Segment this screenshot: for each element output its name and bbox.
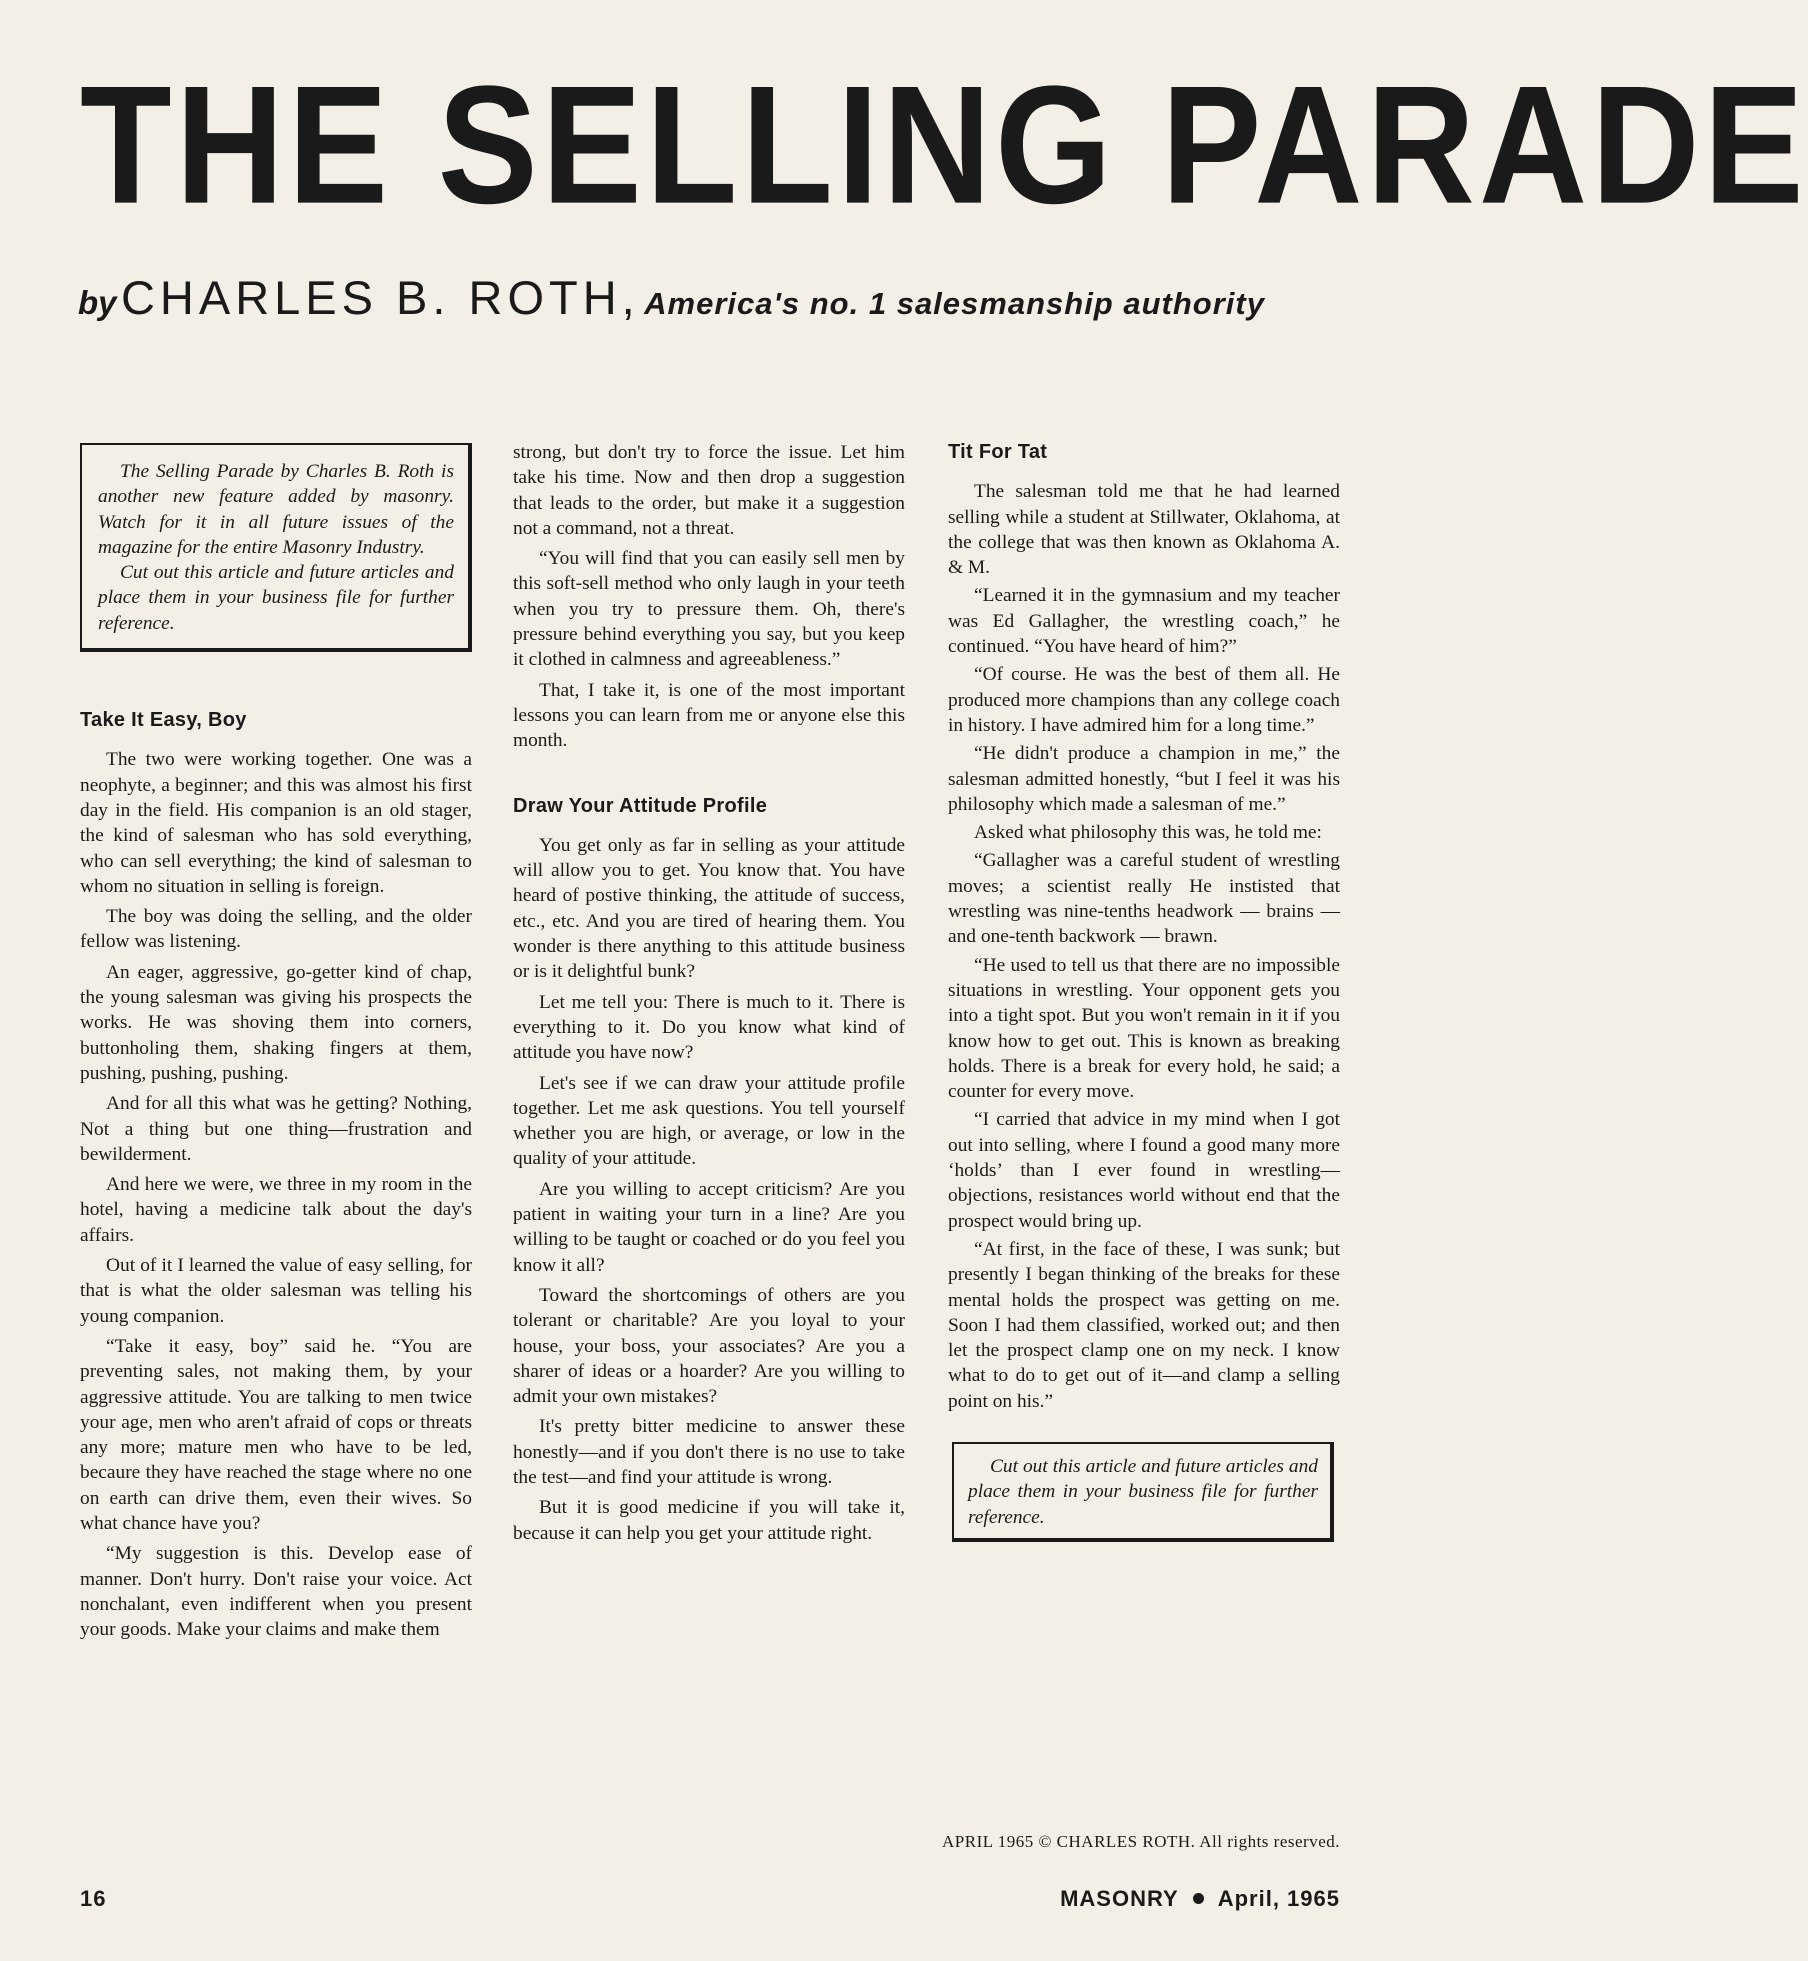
paragraph: And here we were, we three in my room in the hotel, having a medicine talk about the day's affairs.: [80, 1174, 472, 1246]
paragraph: “I carried that advice in my mind when I got out into selling, where I found a good many more ‘holds’ than I ever found in wrestling—objections, resistances world without end that the prospect would bring up.: [948, 1109, 1340, 1232]
byline-by: by: [78, 284, 117, 321]
paragraph: “My suggestion is this. Develop ease of manner. Don't hurry. Don't raise your voice. Act nonchalant, even indifferent when you present your goods. Make your claims and make them: [80, 1543, 472, 1641]
section-heading: Tit For Tat: [948, 441, 1048, 463]
intro-box-text: The Selling Parade by Charles B. Roth is another new feature added by masonry. Watch for it in all future issues of the magazine for the entire Masonry Industry.: [98, 461, 454, 558]
paragraph: Let me tell you: There is much to it. There is everything to it. Do you know what kind of attitude you have now?: [513, 991, 905, 1064]
paragraph: Toward the shortcomings of others are you tolerant or charitable? Are you loyal to your house, your boss, your associates? Are you a sharer of ideas or a hoarder? Are you willing to admit your own mistakes?: [513, 1284, 905, 1408]
paragraph: An eager, aggressive, go-getter kind of chap, the young salesman was giving his prospects the works. He was shoving them into corners, buttonholing them, shaking fingers at them, pushing, pushing, pushing.: [80, 961, 472, 1084]
paragraph: “He used to tell us that there are no impossible situations in wrestling. Your opponent gets you into a tight spot. But you won't remain in it if you know how to get out. This is known as breaking holds. There is a break for every hold, he said; a counter for every move.: [948, 954, 1340, 1103]
clip-note-box: [952, 1442, 1334, 1542]
paragraph: Out of it I learned the value of easy selling, for that is what the older salesman was telling his young companion.: [80, 1255, 472, 1327]
column-3: [948, 440, 1340, 1542]
paragraph: “He didn't produce a champion in me,” the salesman admitted honestly, “but I feel it was his philosophy which made a salesman of me.”: [948, 743, 1340, 815]
section-heading: Draw Your Attitude Profile: [513, 794, 768, 817]
paragraph: The boy was doing the selling, and the older fellow was listening.: [80, 906, 472, 953]
paragraph: And for all this what was he getting? Nothing, Not a thing but one thing—frustration and bewilderment.: [80, 1093, 472, 1165]
column-2: [513, 440, 905, 1551]
paragraph: “Take it easy, boy” said he. “You are preventing sales, not making them, by your aggressive attitude. You are talking to men twice your age, men who aren't afraid of cops or threats any more; mature men who have to be led, becaure they have reached the stage where no one on earth can drive them, even their wives. So what chance have you?: [80, 1335, 472, 1534]
paragraph: “At first, in the face of these, I was sunk; but presently I began thinking of the breaks for these mental holds the prospect was getting on me. Soon I had them classified, worked out; and then let the prospect clamp one on my neck. I know what to do to get out of it—and clamp a selling point on his.”: [948, 1238, 1340, 1412]
paragraph: Asked what philosophy this was, he told me:: [974, 822, 1322, 844]
page-title: THE SELLING PARADE: [80, 50, 1808, 239]
paragraph: The two were working together. One was a neophyte, a beginner; and this was almost his first day in the field. His companion is an old stager, the kind of salesman who has sold everything, who can sell everything; the kind of salesman to whom no situation in selling is foreign.: [80, 749, 472, 897]
paragraph: “Of course. He was the best of them all. He produced more champions than any college coach in history. I have admired him for a long time.”: [948, 664, 1340, 736]
intro-box: [80, 443, 472, 652]
paragraph: Are you willing to accept criticism? Are you patient in waiting your turn in a line? Are you willing to be taught or coached or do you feel you know it all?: [513, 1178, 905, 1276]
paragraph: But it is good medicine if you will take it, because it can help you get your attitude right.: [513, 1497, 905, 1544]
magazine-name: MASONRY: [1060, 1886, 1179, 1911]
paragraph: “Learned it in the gymnasium and my teacher was Ed Gallagher, the wrestling coach,” he continued. “You have heard of him?”: [948, 585, 1340, 658]
author-tagline: America's no. 1 salesmanship authority: [644, 286, 1265, 321]
paragraph: The salesman told me that he had learned selling while a student at Stillwater, Oklahoma, at the college that was then known as Oklahoma A. & M.: [948, 481, 1340, 579]
byline: [78, 270, 1348, 325]
page-number: 16: [80, 1886, 107, 1911]
paragraph: “You will find that you can easily sell men by this soft-sell method who only laugh in your teeth when you try to pressure them. Oh, there's pressure behind everything you say, but you keep it clothed in calmness and agreeableness.”: [513, 548, 905, 671]
issue-date: April, 1965: [1217, 1886, 1340, 1911]
paragraph: strong, but don't try to force the issue. Let him take his time. Now and then drop a suggestion that leads to the order, but make it a suggestion not a command, not a threat.: [513, 442, 905, 539]
column-1: [80, 440, 472, 1647]
paragraph: That, I take it, is one of the most important lessons you can learn from me or anyone else this month.: [513, 679, 905, 752]
bullet-icon: [1193, 1893, 1204, 1904]
paragraph: It's pretty bitter medicine to answer these honestly—and if you don't there is no use to take the test—and find your attitude is wrong.: [513, 1416, 905, 1488]
footer-magazine: [1022, 1886, 1340, 1912]
section-heading: Take It Easy, Boy: [80, 709, 247, 732]
clip-note-text: Cut out this article and future articles and place them in your business file for further reference.: [968, 1455, 1318, 1528]
paragraph: You get only as far in selling as your attitude will allow you to get. You know that. You have heard of postive thinking, the attitude of success, etc., etc. And you are tired of hearing them. You wonder is there anything to this attitude business or is it delightful bunk?: [513, 834, 905, 983]
author-name: CHARLES B. ROTH,: [120, 271, 640, 324]
paragraph: “Gallagher was a careful student of wrestling moves; a scientist really He instisted that wrestling was nine-tenths headwork — brains — and one-tenth backwork — brawn.: [948, 850, 1340, 948]
copyright-notice: APRIL 1965 © CHARLES ROTH. All rights reserved.: [942, 1832, 1340, 1851]
paragraph: Let's see if we can draw your attitude profile together. Let me ask questions. You tell yourself whether you are high, or average, or low in the quality of your attitude.: [513, 1072, 905, 1170]
intro-box-note: Cut out this article and future articles and place them in your business file for further reference.: [98, 562, 454, 634]
